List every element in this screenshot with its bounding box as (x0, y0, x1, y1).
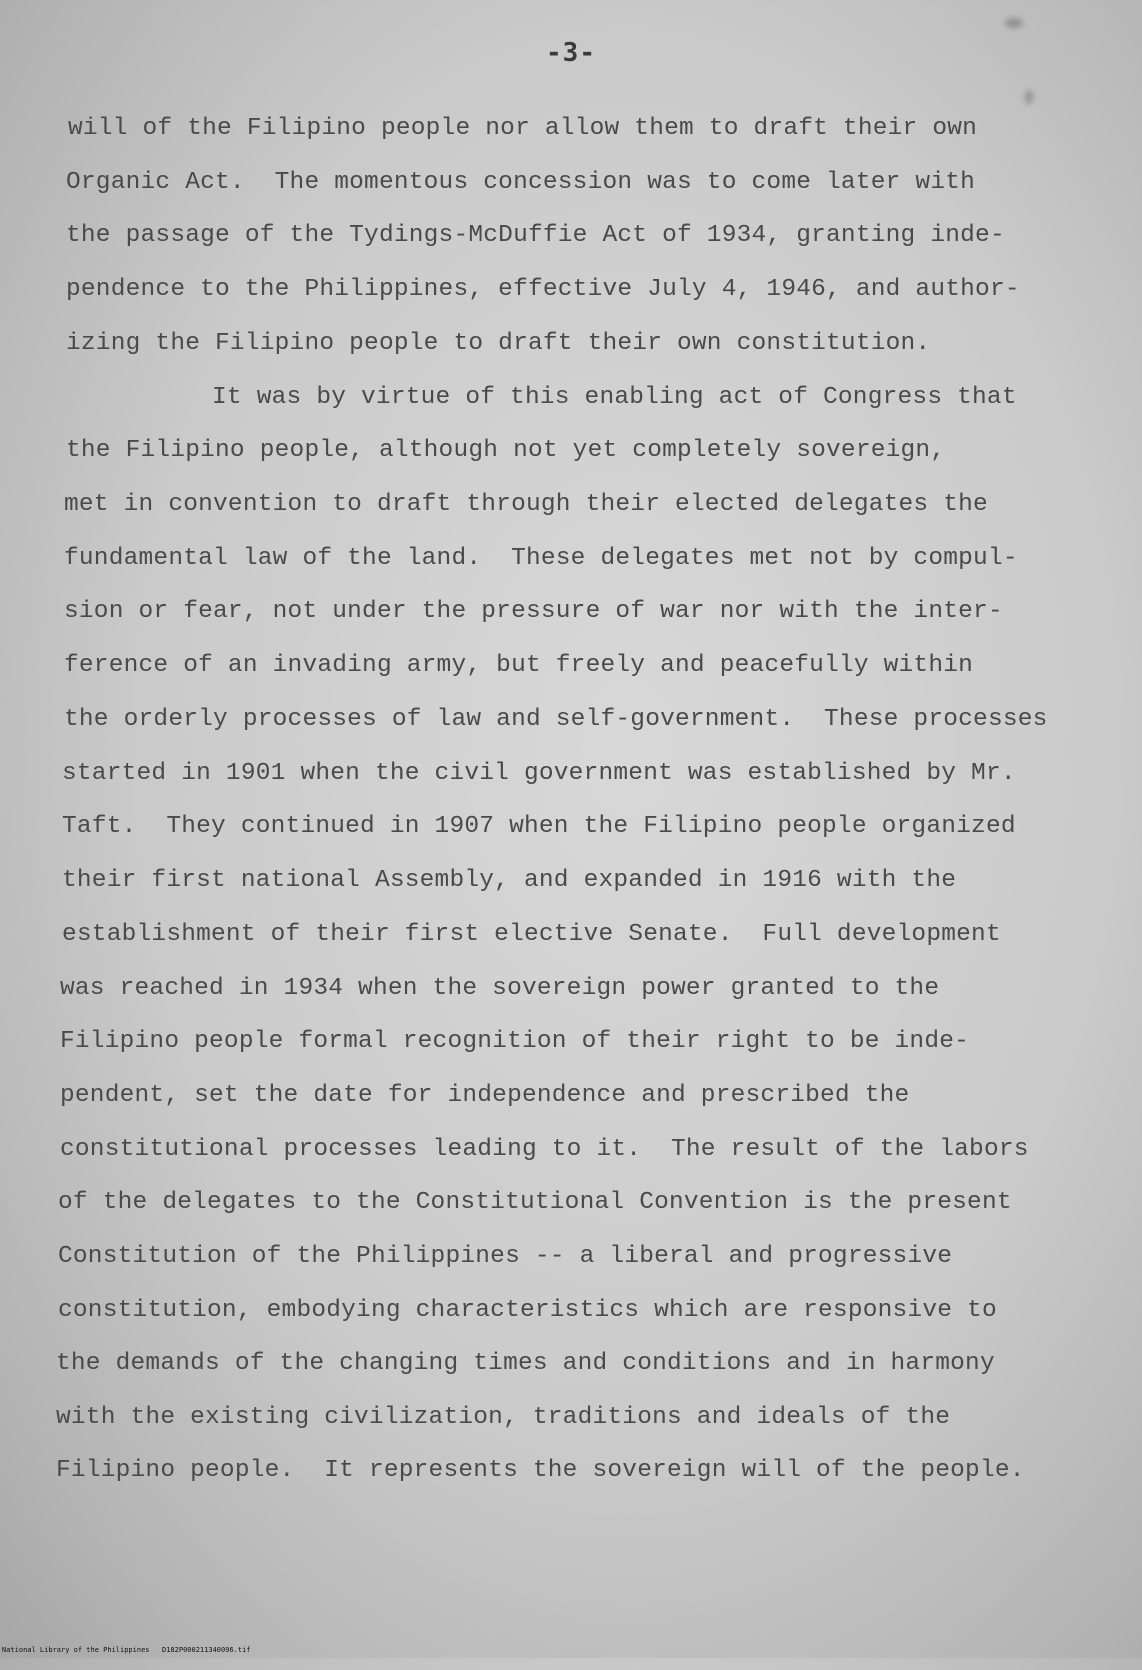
text-line: the demands of the changing times and conditions and in harmony (56, 1350, 995, 1377)
scan-footer (2, 1646, 1140, 1656)
file-id: D182P000211340096.tif (162, 1646, 251, 1654)
text-line: pendence to the Philippines, effective July 4, 1946, and author- (66, 276, 1020, 303)
text-line: met in convention to draft through their elected delegates the (64, 491, 988, 518)
text-line: establishment of their first elective Senate. Full development (62, 921, 1001, 948)
text-line: constitution, embodying characteristics which are responsive to (58, 1297, 997, 1324)
text-line: Filipino people formal recognition of their right to be inde- (60, 1028, 970, 1055)
library-credit: National Library of the Philippines (2, 1646, 150, 1654)
page-number: -3- (546, 38, 596, 68)
text-line: Constitution of the Philippines -- a liberal and progressive (58, 1243, 953, 1270)
text-line: fundamental law of the land. These delegates met not by compul- (64, 545, 1018, 572)
ink-smudge (1005, 18, 1023, 28)
text-line: will of the Filipino people nor allow them to draft their own (68, 115, 978, 142)
text-line: of the delegates to the Constitutional Convention is the present (58, 1189, 1012, 1216)
text-line: izing the Filipino people to draft their own constitution. (66, 330, 931, 357)
text-line: pendent, set the date for independence and prescribed the (60, 1082, 910, 1109)
text-line: Organic Act. The momentous concession was to come later with (66, 169, 976, 196)
text-line: the Filipino people, although not yet completely sovereign, (66, 437, 946, 464)
text-line: started in 1901 when the civil government was established by Mr. (62, 760, 1016, 787)
text-line: Filipino people. It represents the sovereign will of the people. (56, 1457, 1025, 1484)
text-line: ference of an invading army, but freely and peacefully within (64, 652, 974, 679)
text-line: Taft. They continued in 1907 when the Filipino people organized (62, 813, 1016, 840)
text-line: was reached in 1934 when the sovereign power granted to the (60, 975, 940, 1002)
text-line: with the existing civilization, traditions and ideals of the (56, 1404, 951, 1431)
text-line: the orderly processes of law and self-government. These processes (64, 706, 1048, 733)
text-line: constitutional processes leading to it. The result of the labors (60, 1136, 1029, 1163)
text-line: sion or fear, not under the pressure of war nor with the inter- (64, 598, 1003, 625)
text-line: the passage of the Tydings-McDuffie Act of 1934, granting inde- (66, 222, 1005, 249)
ink-smudge (1025, 90, 1033, 104)
text-line: their first national Assembly, and expanded in 1916 with the (62, 867, 957, 894)
text-line: It was by virtue of this enabling act of Congress that (212, 384, 1017, 411)
